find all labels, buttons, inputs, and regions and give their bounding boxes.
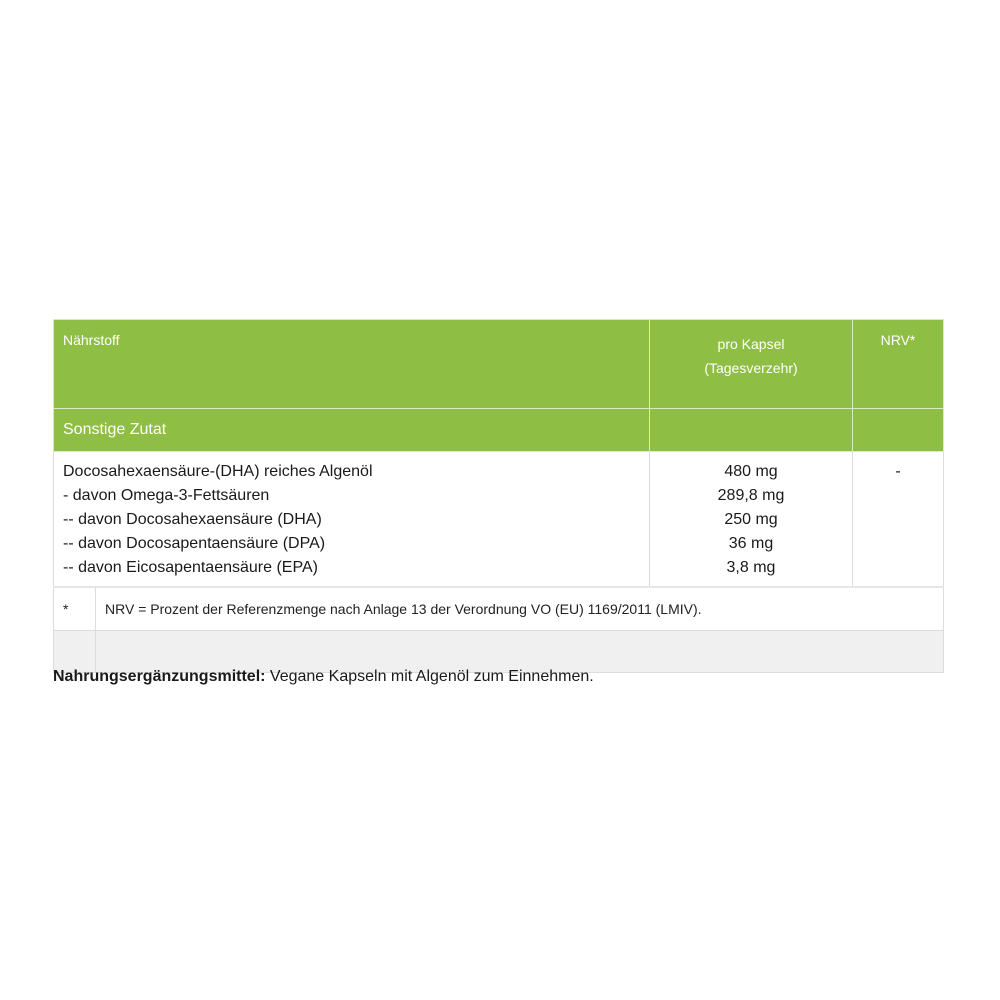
table-header-row — [54, 320, 944, 409]
product-description — [53, 668, 594, 686]
nutrient-name: -- davon Docosahexaensäure (DHA) — [63, 511, 322, 528]
nutrient-amount: 3,8 mg — [726, 559, 776, 576]
footnote-marker: * — [54, 587, 96, 631]
nutrient-amount: 289,8 mg — [717, 487, 785, 504]
amounts-cell — [650, 452, 853, 587]
header-per-capsule — [650, 320, 853, 409]
nrv-cell — [853, 452, 944, 587]
table-row — [54, 452, 944, 587]
nutrient-amount: 36 mg — [728, 535, 774, 552]
empty-cell — [96, 631, 944, 673]
nutrient-names-cell — [54, 452, 650, 587]
product-description-text: Vegane Kapseln mit Algenöl zum Einnehmen. — [265, 668, 594, 685]
nutrient-amount: 480 mg — [724, 463, 778, 480]
empty-footer-row — [54, 631, 944, 673]
nutrient-name: Docosahexaensäure-(DHA) reiches Algenöl — [63, 463, 373, 480]
section-empty-cell — [650, 409, 853, 452]
nutrient-name: -- davon Docosapentaensäure (DPA) — [63, 535, 326, 552]
empty-cell — [54, 631, 96, 673]
nutrient-name: -- davon Eicosapentaensäure (EPA) — [63, 559, 318, 576]
section-header-row — [54, 409, 944, 452]
nutrient-amount: 250 mg — [724, 511, 778, 528]
product-type-label: Nahrungsergänzungsmittel: — [53, 668, 266, 685]
header-per-capsule-line2: (Tagesverzehr) — [704, 360, 798, 376]
nutrition-table-container — [53, 319, 943, 673]
header-nutrient: Nährstoff — [54, 320, 650, 409]
section-empty-cell — [853, 409, 944, 452]
header-per-capsule-line1: pro Kapsel — [717, 336, 785, 352]
nutrition-table — [53, 319, 944, 587]
footnote-text: NRV = Prozent der Referenzmenge nach Anlage 13 der Verordnung VO (EU) 1169/2011 (LMIV). — [96, 587, 944, 631]
nutrient-name: - davon Omega-3-Fettsäuren — [63, 487, 270, 504]
footnote-table — [53, 586, 944, 673]
footnote-row — [54, 587, 944, 631]
header-nrv: NRV* — [853, 320, 944, 409]
section-title: Sonstige Zutat — [54, 409, 650, 452]
nutrient-nrv: - — [895, 463, 901, 480]
